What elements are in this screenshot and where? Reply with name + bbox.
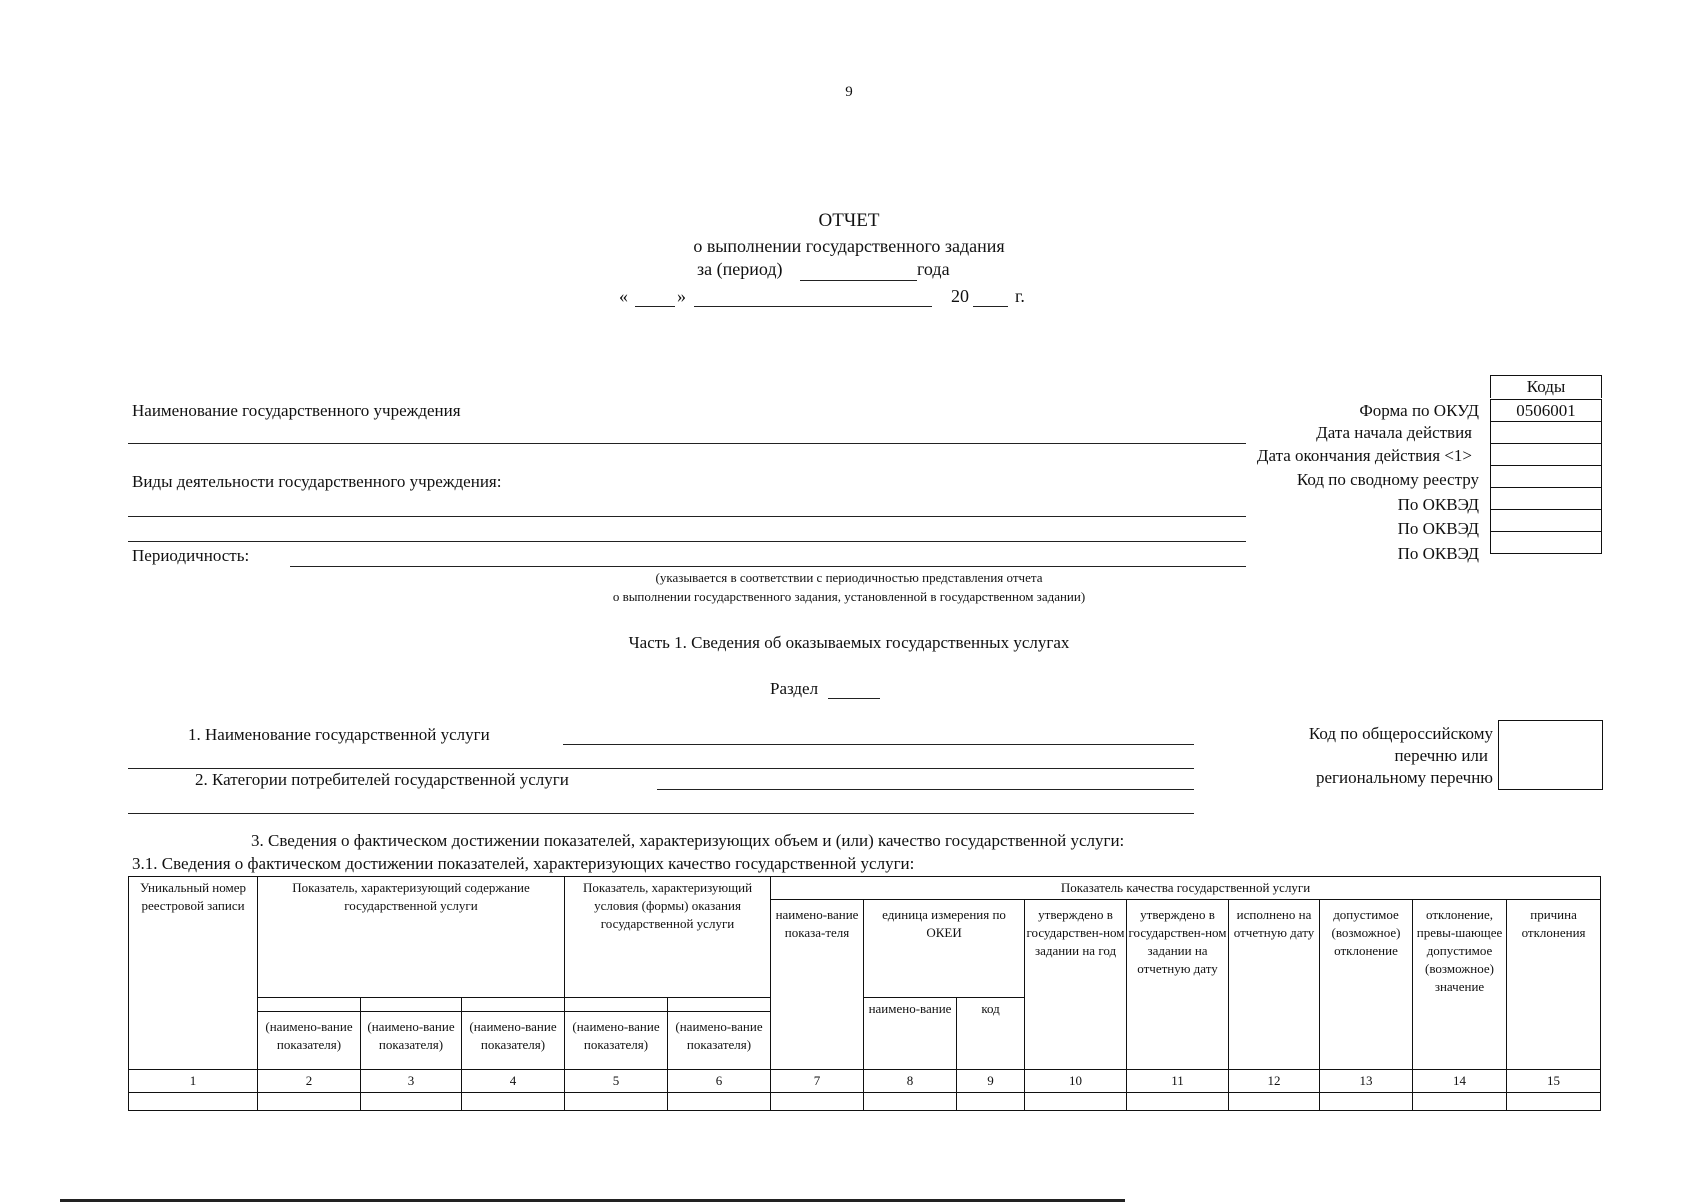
- cond-sub-2-top: [668, 998, 771, 1012]
- end-date-cell[interactable]: [1491, 444, 1602, 466]
- institution-name-label: Наименование государственного учреждения: [132, 401, 461, 420]
- report-title: ОТЧЕТ: [818, 210, 880, 231]
- data-cell[interactable]: [1127, 1093, 1229, 1111]
- data-cell[interactable]: [1413, 1093, 1507, 1111]
- col-done: исполнено на отчетную дату: [1229, 900, 1320, 1070]
- day-line[interactable]: [635, 306, 675, 307]
- content-sub-1: (наимено-вание показателя): [258, 1012, 361, 1070]
- info-3-heading: 3. Сведения о фактическом достижении показателей, характеризующих объем и (или) качество государственной услуги:: [251, 831, 1125, 850]
- service-name-line-2[interactable]: [128, 768, 1194, 769]
- content-sub-3-top: [462, 998, 565, 1012]
- institution-name-line[interactable]: [128, 443, 1246, 444]
- col-num-8: 8: [864, 1070, 957, 1093]
- col-num-15: 15: [1507, 1070, 1601, 1093]
- activity-line-1[interactable]: [128, 516, 1246, 517]
- okved2-cell[interactable]: [1491, 510, 1602, 532]
- col-unit-code: код: [957, 998, 1025, 1070]
- data-cell[interactable]: [1229, 1093, 1320, 1111]
- okud-label: Форма по ОКУД: [1359, 401, 1479, 420]
- data-cell[interactable]: [864, 1093, 957, 1111]
- col-num-1: 1: [129, 1070, 258, 1093]
- month-line[interactable]: [694, 306, 932, 307]
- consumers-label: 2. Категории потребителей государственной услуги: [195, 770, 569, 789]
- col-content-indicator: Показатель, характеризующий содержание государственной услуги: [258, 877, 565, 998]
- col-num-3: 3: [361, 1070, 462, 1093]
- section-line[interactable]: [828, 698, 880, 699]
- col-unit: единица измерения по ОКЕИ: [864, 900, 1025, 998]
- okved1-cell[interactable]: [1491, 488, 1602, 510]
- year-suffix: г.: [1015, 286, 1025, 306]
- quality-table: [128, 876, 1601, 1111]
- consumers-line[interactable]: [657, 789, 1194, 790]
- codes-table: [1490, 399, 1602, 554]
- data-cell[interactable]: [361, 1093, 462, 1111]
- content-sub-3: (наимено-вание показателя): [462, 1012, 565, 1070]
- cond-sub-1: (наимено-вание показателя): [565, 1012, 668, 1070]
- data-cell[interactable]: [1320, 1093, 1413, 1111]
- data-cell[interactable]: [565, 1093, 668, 1111]
- periodicity-label: Периодичность:: [132, 546, 250, 565]
- data-cell[interactable]: [1507, 1093, 1601, 1111]
- col-num-13: 13: [1320, 1070, 1413, 1093]
- data-cell[interactable]: [129, 1093, 258, 1111]
- col-approved-year: утверждено в государствен-ном задании на год: [1025, 900, 1127, 1070]
- consumers-line-2[interactable]: [128, 813, 1194, 814]
- okved3-cell[interactable]: [1491, 532, 1602, 554]
- content-sub-2: (наимено-вание показателя): [361, 1012, 462, 1070]
- table-row[interactable]: [129, 1093, 1601, 1111]
- col-num-4: 4: [462, 1070, 565, 1093]
- list-code-label-2: перечню или: [1394, 746, 1488, 765]
- col-unit-name: наимено-вание: [864, 998, 957, 1070]
- col-num-12: 12: [1229, 1070, 1320, 1093]
- col-num-2: 2: [258, 1070, 361, 1093]
- registry-label: Код по сводному реестру: [1296, 470, 1479, 489]
- col-conditions-indicator: Показатель, характеризующий условия (формы) оказания государственной услуги: [565, 877, 771, 998]
- date-close-quote: »: [677, 286, 686, 306]
- col-num-7: 7: [771, 1070, 864, 1093]
- year-prefix: 20: [951, 286, 969, 306]
- col-num-9: 9: [957, 1070, 1025, 1093]
- data-cell[interactable]: [771, 1093, 864, 1111]
- data-cell[interactable]: [668, 1093, 771, 1111]
- list-code-label-3: региональному перечню: [1315, 768, 1493, 787]
- codes-header: Коды: [1490, 375, 1602, 398]
- col-deviation: отклонение, превы-шающее допустимое (возможное) значение: [1413, 900, 1507, 1070]
- col-quality-indicator: Показатель качества государственной услуги: [771, 877, 1601, 900]
- data-cell[interactable]: [1025, 1093, 1127, 1111]
- date-open-quote: «: [619, 286, 628, 306]
- start-date-cell[interactable]: [1491, 422, 1602, 444]
- service-name-line[interactable]: [563, 744, 1194, 745]
- period-line[interactable]: [800, 280, 917, 281]
- okved2-label: По ОКВЭД: [1397, 519, 1479, 538]
- data-cell[interactable]: [957, 1093, 1025, 1111]
- cond-sub-1-top: [565, 998, 668, 1012]
- col-reason: причина отклонения: [1507, 900, 1601, 1070]
- col-num-14: 14: [1413, 1070, 1507, 1093]
- col-unique-number: Уникальный номер реестровой записи: [129, 877, 258, 1070]
- col-allowed: допустимое (возможное) отклонение: [1320, 900, 1413, 1070]
- periodicity-note-1: (указывается в соответствии с периодичностью представления отчета: [655, 570, 1043, 585]
- col-num-6: 6: [668, 1070, 771, 1093]
- section-label: Раздел: [770, 679, 819, 698]
- okved1-label: По ОКВЭД: [1397, 495, 1479, 514]
- period-suffix: года: [917, 259, 950, 279]
- okved3-label: По ОКВЭД: [1397, 544, 1479, 563]
- col-num-11: 11: [1127, 1070, 1229, 1093]
- periodicity-note-2: о выполнении государственного задания, установленной в государственном задании): [612, 589, 1086, 604]
- page-number: 9: [845, 84, 853, 100]
- activity-line-2[interactable]: [128, 541, 1246, 542]
- cond-sub-2: (наимено-вание показателя): [668, 1012, 771, 1070]
- periodicity-line[interactable]: [290, 566, 1246, 567]
- data-cell[interactable]: [258, 1093, 361, 1111]
- registry-cell[interactable]: [1491, 466, 1602, 488]
- info-3-1-heading: 3.1. Сведения о фактическом достижении показателей, характеризующих качество государственной услуги:: [132, 854, 915, 873]
- report-subtitle: о выполнении государственного задания: [693, 236, 1005, 256]
- end-date-label: Дата окончания действия <1>: [1256, 446, 1472, 465]
- col-approved-date: утверждено в государствен-ном задании на отчетную дату: [1127, 900, 1229, 1070]
- start-date-label: Дата начала действия: [1316, 423, 1472, 442]
- okud-code-cell[interactable]: 0506001: [1491, 400, 1602, 422]
- content-sub-2-top: [361, 998, 462, 1012]
- period-prefix: за (период): [697, 259, 783, 279]
- list-code-label-1: Код по общероссийскому: [1308, 724, 1493, 743]
- part-title: Часть 1. Сведения об оказываемых государственных услугах: [628, 633, 1070, 652]
- column-numbers-row: [129, 1070, 1601, 1093]
- list-code-box[interactable]: [1498, 720, 1603, 790]
- col-indicator-name: наимено-вание показа-теля: [771, 900, 864, 1070]
- data-cell[interactable]: [462, 1093, 565, 1111]
- col-num-5: 5: [565, 1070, 668, 1093]
- content-sub-1-top: [258, 998, 361, 1012]
- activity-types-label: Виды деятельности государственного учреждения:: [132, 472, 502, 491]
- year-line[interactable]: [973, 306, 1008, 307]
- service-name-label: 1. Наименование государственной услуги: [188, 725, 490, 744]
- col-num-10: 10: [1025, 1070, 1127, 1093]
